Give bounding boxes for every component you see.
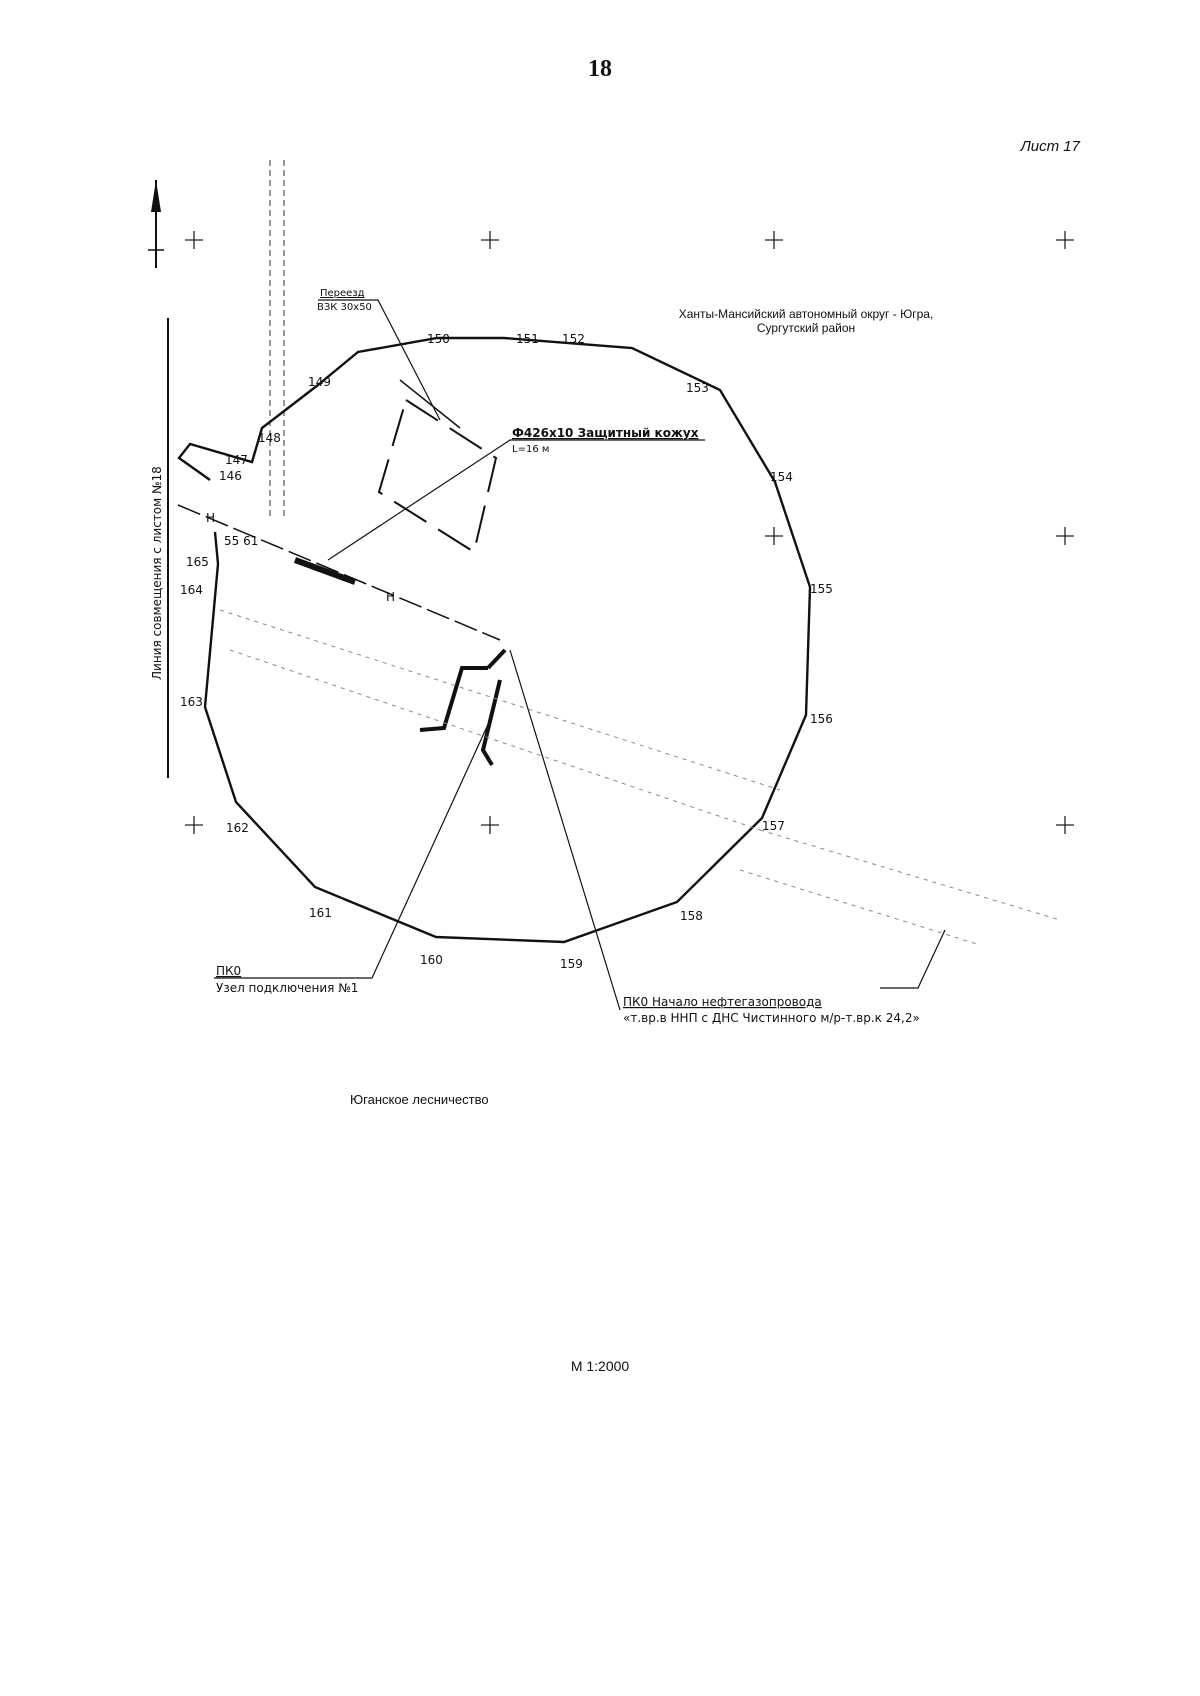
point-label-152: 152 (562, 332, 585, 346)
point-label-161: 161 (309, 906, 332, 920)
point-label-156: 156 (810, 712, 833, 726)
point-label-55-61: 55 61 (224, 534, 259, 548)
point-label-157: 157 (762, 819, 785, 833)
point-label-149: 149 (308, 375, 331, 389)
building-pointer (400, 380, 460, 428)
point-label-147: 147 (225, 453, 248, 467)
point-label-165: 165 (186, 555, 209, 569)
point-label-159: 159 (560, 957, 583, 971)
page-number: 18 (588, 56, 612, 82)
north-arrow-icon (148, 180, 164, 268)
pipe-mark: Н (386, 590, 396, 604)
leader-lines (214, 300, 945, 1010)
point-label-155: 155 (810, 582, 833, 596)
point-label-162: 162 (226, 821, 249, 835)
crossing-label: Переезд (320, 288, 365, 299)
region-line-1: Ханты-Мансийский автономный округ - Югра, (678, 307, 934, 321)
survey-lines (220, 610, 1060, 945)
forestry-label: Юганское лесничество (350, 1092, 489, 1107)
pk0-right-subtitle: «т.вр.в ННП с ДНС Чистинного м/р-т.вр.к 24,2» (623, 1011, 920, 1025)
point-label-150: 150 (427, 332, 450, 346)
casing-label: Ф426х10 Защитный кожух (512, 426, 699, 440)
match-line-label: Линия совмещения с листом №18 (150, 466, 164, 680)
pipe-mark: Н (206, 511, 216, 525)
point-label-151: 151 (516, 332, 539, 346)
point-label-158: 158 (680, 909, 703, 923)
sheet-label: Лист 17 (1020, 138, 1080, 155)
region-line-2: Сургутский район (756, 321, 856, 335)
casing-length: L=16 м (512, 444, 550, 455)
pipeline-line (178, 505, 500, 640)
pk0-left-subtitle: Узел подключения №1 (216, 981, 359, 995)
zone-boundary (179, 338, 810, 942)
protective-casing (295, 560, 355, 582)
pk0-left-title: ПК0 (216, 964, 242, 978)
crossing-sub-label: ВЗК 30х50 (317, 302, 372, 313)
point-label-164: 164 (180, 583, 203, 597)
scale-label: М 1:2000 (570, 1358, 630, 1374)
building-outline (379, 400, 496, 552)
point-label-160: 160 (420, 953, 443, 967)
pk0-right-title: ПК0 Начало нефтегазопровода (623, 995, 822, 1009)
point-label-153: 153 (686, 381, 709, 395)
region-label (636, 307, 976, 335)
point-label-163: 163 (180, 695, 203, 709)
point-label-148: 148 (258, 431, 281, 445)
point-label-146: 146 (219, 469, 242, 483)
connection-node (420, 650, 505, 765)
point-label-154: 154 (770, 470, 793, 484)
